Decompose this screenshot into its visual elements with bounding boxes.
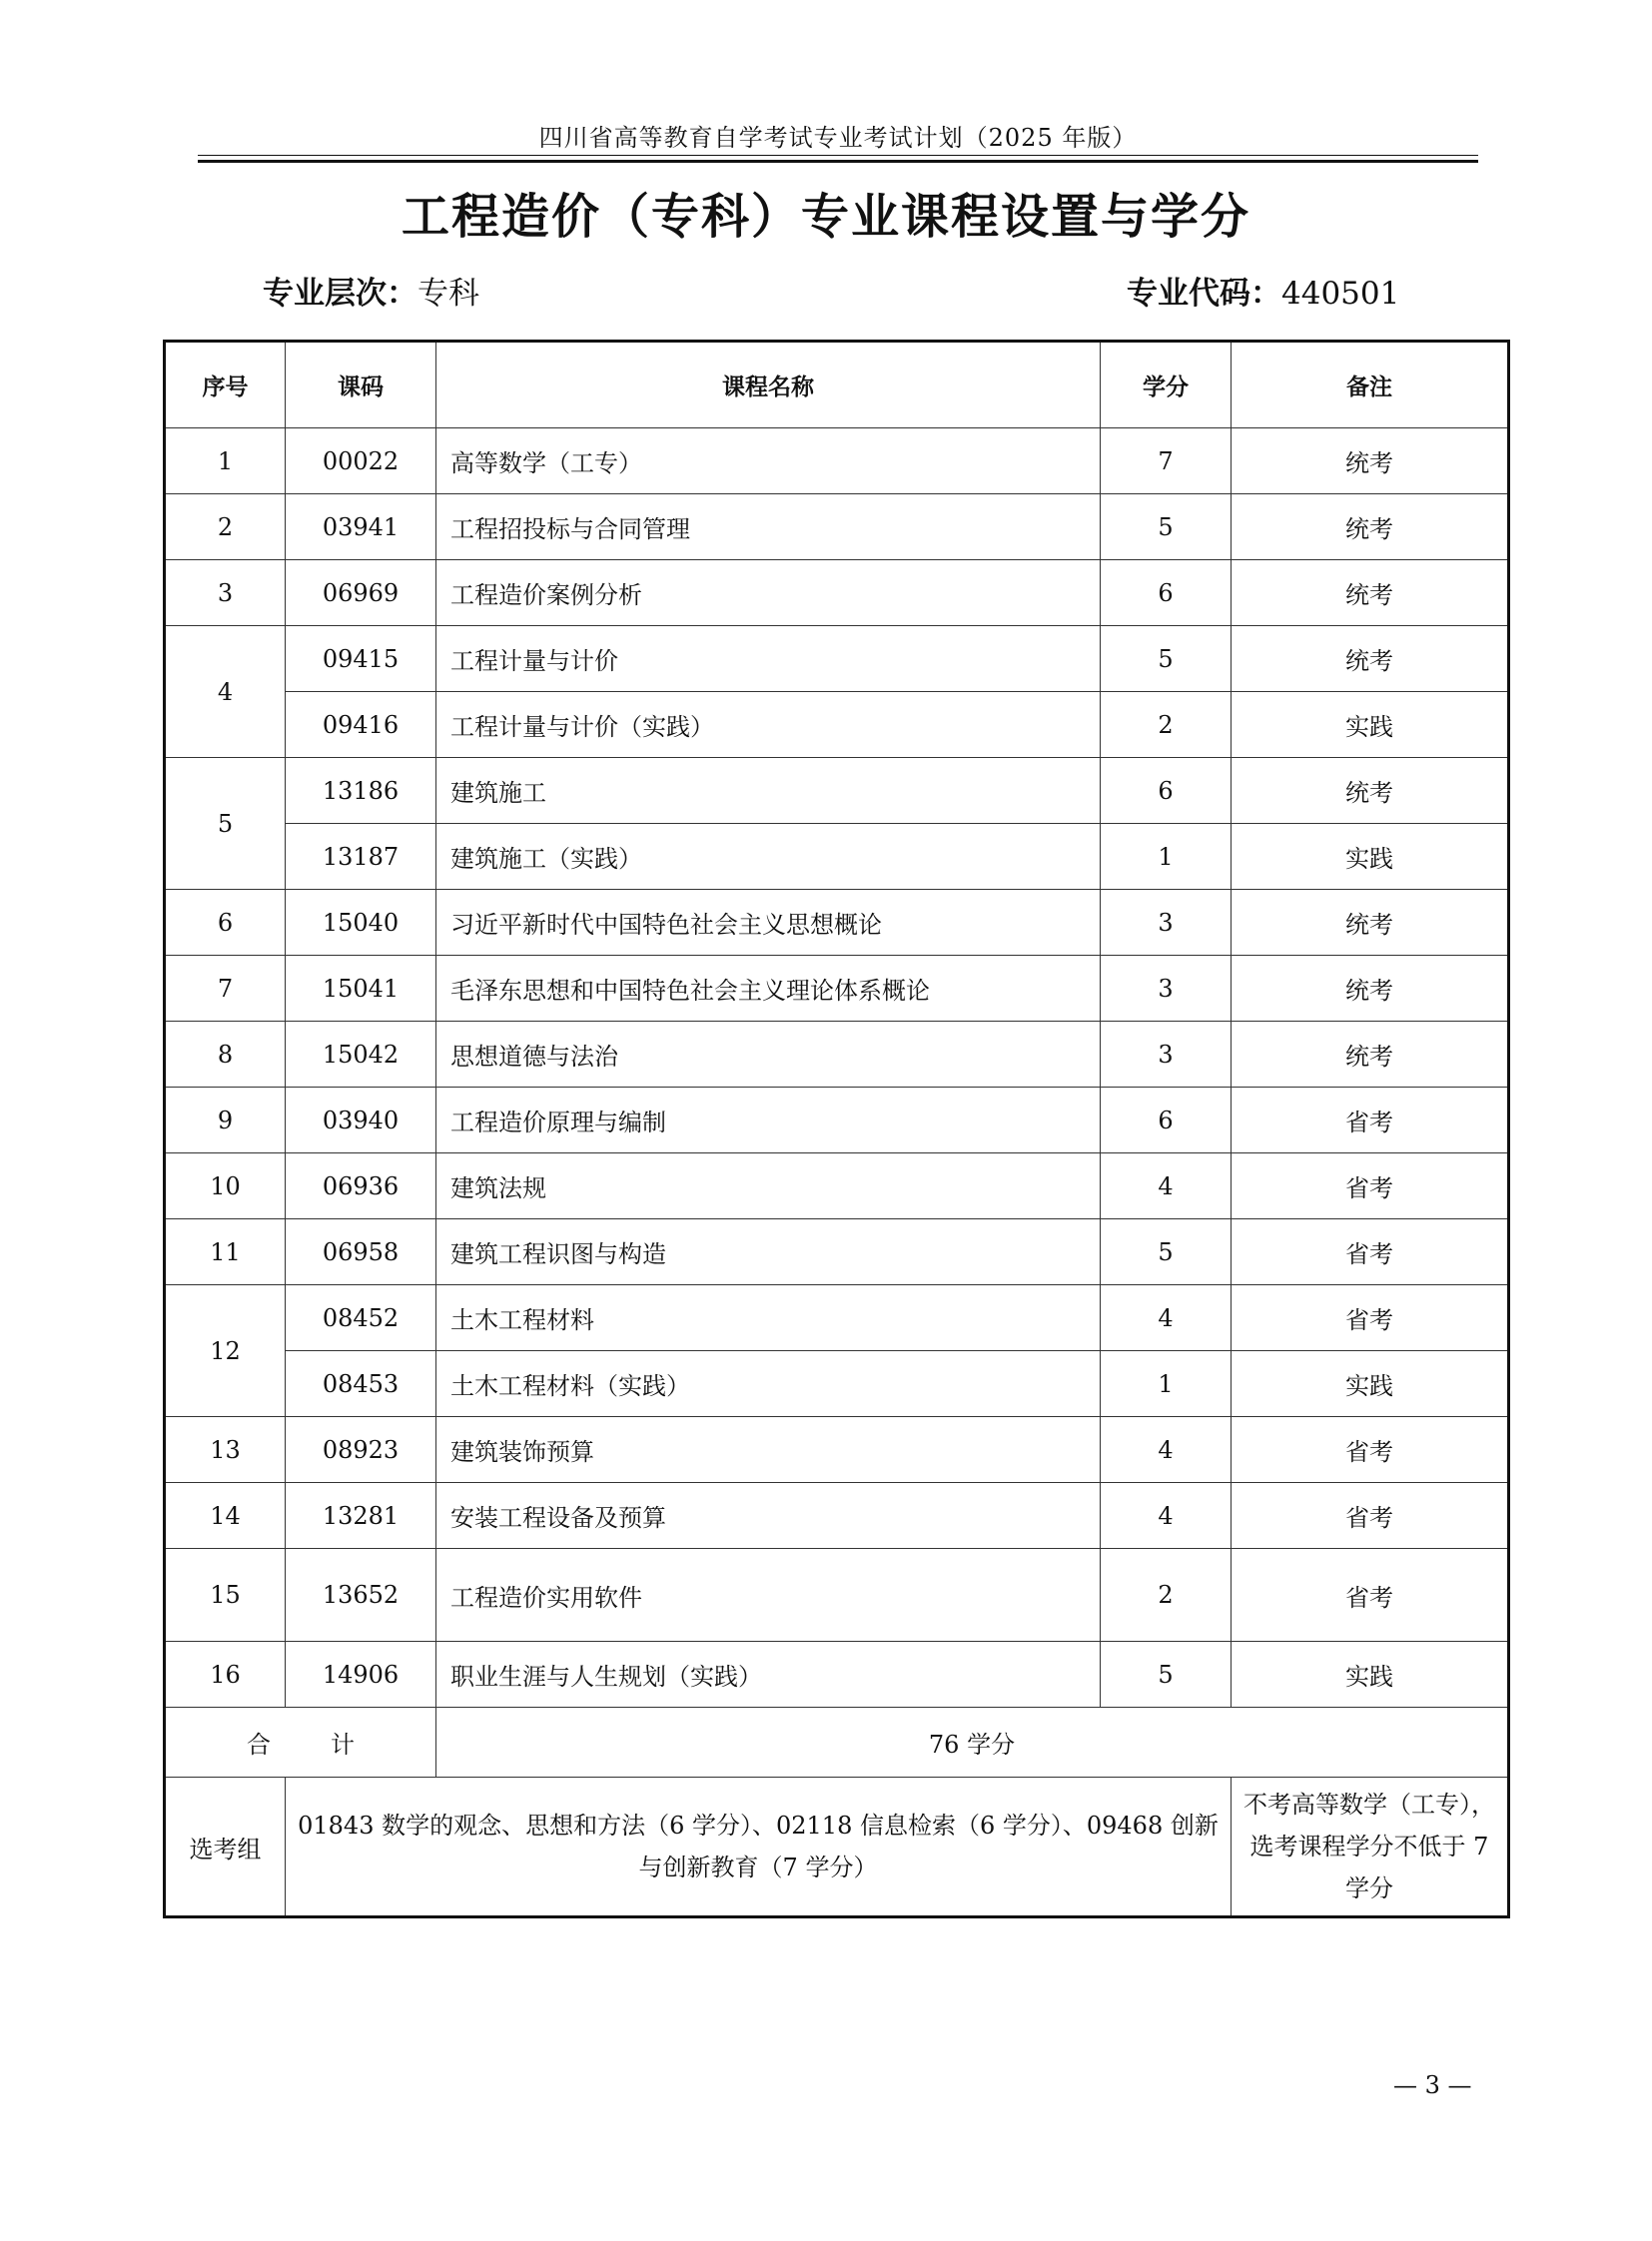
- column-header-note: 备注: [1232, 342, 1509, 428]
- row-seq: 11: [165, 1219, 286, 1285]
- row-seq: 13: [165, 1417, 286, 1483]
- table-row: [165, 1088, 1509, 1153]
- major-level: [263, 268, 479, 313]
- row-seq: 4: [165, 626, 286, 758]
- row-credits: 5: [1101, 626, 1232, 692]
- major-code-label: 专业代码：: [1127, 276, 1281, 312]
- row-seq: 7: [165, 956, 286, 1022]
- row-seq: 8: [165, 1022, 286, 1088]
- elective-label: 选考组: [165, 1778, 286, 1917]
- row-credits: 4: [1101, 1153, 1232, 1219]
- row-code: 08452: [286, 1285, 436, 1351]
- row-note: 省考: [1232, 1285, 1509, 1351]
- row-seq: 9: [165, 1088, 286, 1153]
- row-name: 土木工程材料: [436, 1285, 1101, 1351]
- row-code: 13186: [286, 758, 436, 824]
- row-name: 建筑工程识图与构造: [436, 1219, 1101, 1285]
- column-header-credits: 学分: [1101, 342, 1232, 428]
- row-seq: 1: [165, 428, 286, 494]
- total-row: [165, 1708, 1509, 1778]
- row-note: 省考: [1232, 1153, 1509, 1219]
- row-credits: 3: [1101, 956, 1232, 1022]
- row-credits: 3: [1101, 890, 1232, 956]
- row-code: 00022: [286, 428, 436, 494]
- row-name: 工程计量与计价（实践）: [436, 692, 1101, 758]
- row-code: 09415: [286, 626, 436, 692]
- row-code: 06958: [286, 1219, 436, 1285]
- row-note: 实践: [1232, 692, 1509, 758]
- table-row: [165, 1022, 1509, 1088]
- row-code: 15041: [286, 956, 436, 1022]
- row-name: 思想道德与法治: [436, 1022, 1101, 1088]
- table-header-row: [165, 342, 1509, 428]
- row-seq: 12: [165, 1285, 286, 1417]
- row-name: 安装工程设备及预算: [436, 1483, 1101, 1549]
- row-code: 03940: [286, 1088, 436, 1153]
- column-header-code: 课码: [286, 342, 436, 428]
- row-name: 工程招投标与合同管理: [436, 494, 1101, 560]
- column-header-name: 课程名称: [436, 342, 1101, 428]
- row-name: 职业生涯与人生规划（实践）: [436, 1642, 1101, 1708]
- row-code: 08453: [286, 1351, 436, 1417]
- row-code: 13652: [286, 1549, 436, 1642]
- row-seq: 15: [165, 1549, 286, 1642]
- row-name: 建筑装饰预算: [436, 1417, 1101, 1483]
- row-seq: 5: [165, 758, 286, 890]
- row-credits: 4: [1101, 1417, 1232, 1483]
- row-credits: 1: [1101, 1351, 1232, 1417]
- row-credits: 6: [1101, 560, 1232, 626]
- elective-courses: 01843 数学的观念、思想和方法（6 学分）、02118 信息检索（6 学分）、09468 创新与创新教育（7 学分）: [286, 1778, 1232, 1917]
- row-seq: 6: [165, 890, 286, 956]
- table-row: [165, 1417, 1509, 1483]
- table-row: [165, 692, 1509, 758]
- row-note: 省考: [1232, 1088, 1509, 1153]
- row-note: 省考: [1232, 1417, 1509, 1483]
- header-rule: [198, 155, 1478, 156]
- row-name: 高等数学（工专）: [436, 428, 1101, 494]
- row-name: 工程造价实用软件: [436, 1549, 1101, 1642]
- table-row: [165, 428, 1509, 494]
- row-name: 建筑施工（实践）: [436, 824, 1101, 890]
- column-header-seq: 序号: [165, 342, 286, 428]
- table-row: [165, 560, 1509, 626]
- major-code-value: 440501: [1281, 276, 1400, 312]
- row-code: 13281: [286, 1483, 436, 1549]
- table-row: [165, 1483, 1509, 1549]
- row-credits: 4: [1101, 1483, 1232, 1549]
- row-credits: 2: [1101, 1549, 1232, 1642]
- row-note: 实践: [1232, 1351, 1509, 1417]
- row-note: 统考: [1232, 428, 1509, 494]
- table-row: [165, 1285, 1509, 1351]
- total-label: [165, 1708, 436, 1778]
- table-row: [165, 1549, 1509, 1642]
- row-code: 15040: [286, 890, 436, 956]
- row-code: 03941: [286, 494, 436, 560]
- row-note: 统考: [1232, 560, 1509, 626]
- row-note: 省考: [1232, 1549, 1509, 1642]
- row-code: 14906: [286, 1642, 436, 1708]
- table-row: [165, 1153, 1509, 1219]
- table-row: [165, 494, 1509, 560]
- row-credits: 6: [1101, 1088, 1232, 1153]
- header-rule-thick: [198, 160, 1478, 163]
- row-name: 建筑施工: [436, 758, 1101, 824]
- row-credits: 5: [1101, 1219, 1232, 1285]
- row-code: 06936: [286, 1153, 436, 1219]
- row-credits: 5: [1101, 494, 1232, 560]
- table-row: [165, 1219, 1509, 1285]
- running-header: 四川省高等教育自学考试专业考试计划（2025 年版）: [538, 124, 1138, 152]
- total-label-part1: 合: [247, 1731, 271, 1759]
- table-row: [165, 1351, 1509, 1417]
- row-seq: 14: [165, 1483, 286, 1549]
- table-row: [165, 890, 1509, 956]
- row-note: 统考: [1232, 626, 1509, 692]
- row-seq: 10: [165, 1153, 286, 1219]
- row-code: 15042: [286, 1022, 436, 1088]
- row-name: 工程计量与计价: [436, 626, 1101, 692]
- row-credits: 1: [1101, 824, 1232, 890]
- row-note: 统考: [1232, 1022, 1509, 1088]
- row-credits: 3: [1101, 1022, 1232, 1088]
- row-note: 实践: [1232, 824, 1509, 890]
- row-note: 省考: [1232, 1483, 1509, 1549]
- row-credits: 2: [1101, 692, 1232, 758]
- row-name: 工程造价原理与编制: [436, 1088, 1101, 1153]
- row-note: 省考: [1232, 1219, 1509, 1285]
- major-level-label: 专业层次：: [263, 276, 417, 312]
- row-note: 统考: [1232, 890, 1509, 956]
- row-name: 工程造价案例分析: [436, 560, 1101, 626]
- table-row: [165, 1642, 1509, 1708]
- total-value: 76 学分: [436, 1708, 1509, 1778]
- table-row: [165, 824, 1509, 890]
- row-credits: 6: [1101, 758, 1232, 824]
- elective-note: 不考高等数学（工专），选考课程学分不低于 7 学分: [1232, 1778, 1509, 1917]
- table-row: [165, 758, 1509, 824]
- elective-row: [165, 1778, 1509, 1917]
- row-note: 统考: [1232, 494, 1509, 560]
- course-table: [163, 340, 1510, 1918]
- row-seq: 16: [165, 1642, 286, 1708]
- row-name: 土木工程材料（实践）: [436, 1351, 1101, 1417]
- row-code: 13187: [286, 824, 436, 890]
- table-row: [165, 956, 1509, 1022]
- row-credits: 4: [1101, 1285, 1232, 1351]
- row-code: 06969: [286, 560, 436, 626]
- row-code: 09416: [286, 692, 436, 758]
- row-seq: 2: [165, 494, 286, 560]
- row-note: 统考: [1232, 956, 1509, 1022]
- page-title: 工程造价（专科）专业课程设置与学分: [401, 189, 1250, 245]
- row-note: 实践: [1232, 1642, 1509, 1708]
- row-seq: 3: [165, 560, 286, 626]
- row-name: 毛泽东思想和中国特色社会主义理论体系概论: [436, 956, 1101, 1022]
- row-credits: 5: [1101, 1642, 1232, 1708]
- row-credits: 7: [1101, 428, 1232, 494]
- row-name: 建筑法规: [436, 1153, 1101, 1219]
- row-code: 08923: [286, 1417, 436, 1483]
- row-note: 统考: [1232, 758, 1509, 824]
- major-code: [1127, 268, 1399, 313]
- row-name: 习近平新时代中国特色社会主义思想概论: [436, 890, 1101, 956]
- page-number: — 3 —: [1393, 2071, 1472, 2099]
- table-row: [165, 626, 1509, 692]
- total-label-part2: 计: [331, 1731, 355, 1759]
- major-level-value: 专科: [417, 276, 479, 312]
